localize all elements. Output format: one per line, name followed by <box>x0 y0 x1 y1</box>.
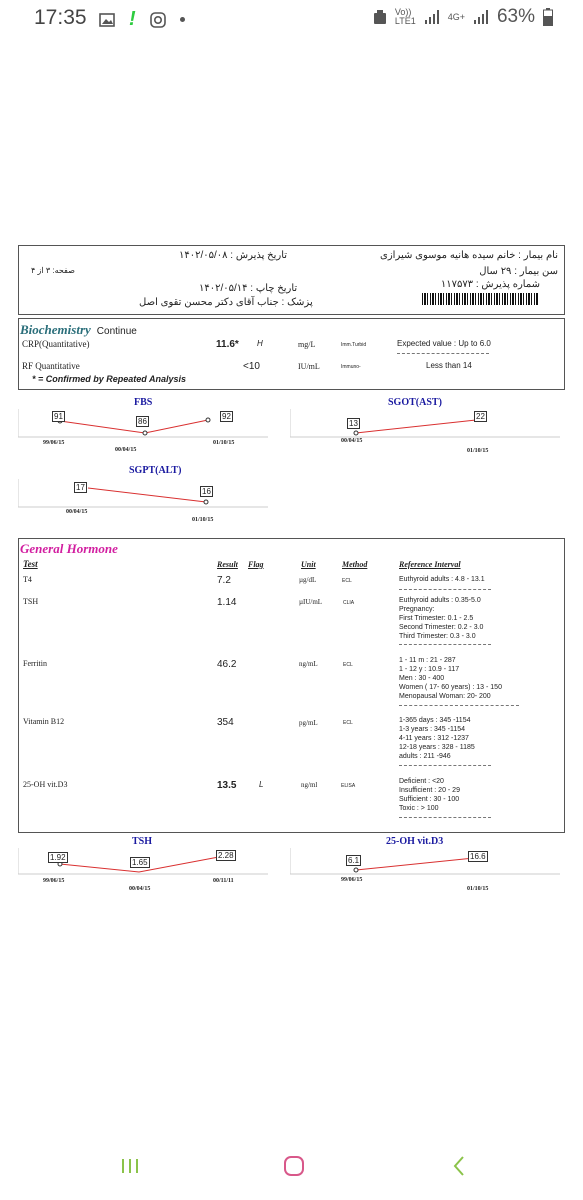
vitd-method: ELISA <box>341 783 356 789</box>
t4-test: T4 <box>23 575 32 584</box>
t4-method: ECL <box>342 578 352 584</box>
vitd-unit: ng/ml <box>301 781 318 789</box>
crp-test: CRP(Quantitative) <box>22 339 90 349</box>
vitd-chart-svg <box>290 836 560 898</box>
fbs-date: 00/04/15 <box>115 447 137 453</box>
vitd-ref-line: Toxic : > 100 <box>399 805 439 812</box>
sgpt-chart-svg <box>18 465 268 527</box>
tsh-date: 00/04/15 <box>129 886 151 892</box>
recent-apps-icon <box>119 1155 141 1177</box>
rf-test: RF Quantitative <box>22 361 80 371</box>
alert-icon: ! <box>129 8 136 30</box>
ferritin-result: 46.2 <box>217 659 237 670</box>
vitd-chart-title: 25-OH vit.D3 <box>386 836 444 847</box>
crp-ref-divider <box>397 353 489 354</box>
page-info: صفحه: ۳ از ۴ <box>31 266 75 275</box>
header-result: Result <box>217 560 238 569</box>
tsh-ref-divider <box>399 644 491 645</box>
lte-label: LTE1 <box>394 16 416 26</box>
recent-apps-button[interactable] <box>119 1155 141 1177</box>
tsh-ref-line: Pregnancy: <box>399 606 435 613</box>
t4-ref-divider <box>399 589 491 590</box>
b12-ref-line: 1-3 years : 345 -1154 <box>399 726 466 733</box>
print-date: تاریخ چاپ : ۱۴۰۲/۰۵/۱۴ <box>199 283 298 294</box>
vitd-ref-line: Insufficient : 20 - 29 <box>399 787 460 794</box>
fbs-point <box>143 431 147 435</box>
sgot-chart-svg <box>290 397 560 457</box>
home-icon <box>282 1154 306 1178</box>
vitd-value-label: 16.6 <box>470 852 486 861</box>
fbs-trend-line <box>60 420 208 433</box>
fbs-chart-svg <box>18 397 268 457</box>
vitd-trend-line <box>356 858 474 870</box>
report-header <box>18 245 565 315</box>
sgot-value-label: 22 <box>476 412 485 421</box>
biochemistry-subtitle: Continue <box>96 326 137 337</box>
vitd-result: 13.5 <box>217 780 237 791</box>
sgot-trend-line <box>356 420 476 433</box>
battery-percent: 63% <box>496 6 535 27</box>
ferritin-method: ECL <box>343 662 353 668</box>
ferritin-ref-line: Men : 30 - 400 <box>399 675 445 682</box>
tsh-value-label: 2.28 <box>218 851 234 860</box>
vitd-value-label: 6.1 <box>348 856 360 865</box>
back-icon <box>448 1154 470 1178</box>
dot-icon <box>180 17 185 22</box>
vitd-chart <box>290 836 560 898</box>
vitd-ref-line: Sufficient : 30 - 100 <box>399 796 460 803</box>
b12-ref-line: adults : 211 -946 <box>399 753 451 760</box>
rf-result: <10 <box>243 361 260 372</box>
sgpt-chart <box>18 465 268 527</box>
tsh-ref-line: Euthyroid adults : 0.35-5.0 <box>399 597 481 604</box>
fbs-chart <box>18 397 268 457</box>
vitd-date: 99/06/15 <box>341 877 363 883</box>
tsh-date: 99/06/15 <box>43 878 65 884</box>
header-reference: Reference Interval <box>399 560 461 569</box>
b12-ref-line: 1-365 days : 345 -1154 <box>399 717 471 724</box>
t4-ref: Euthyroid adults : 4.8 - 13.1 <box>399 576 485 583</box>
sgot-date: 00/04/15 <box>341 438 363 444</box>
vitd-flag: L <box>259 780 264 789</box>
b12-ref-line: 12-18 years : 328 - 1185 <box>399 744 475 751</box>
vitd-date: 01/10/15 <box>467 886 489 892</box>
vitd-ref-line: Deficient : <20 <box>399 778 444 785</box>
rf-ref: Less than 14 <box>426 361 472 370</box>
tsh-value-label: 1.92 <box>50 853 66 862</box>
header-unit: Unit <box>301 560 316 569</box>
vitd-test: 25-OH vit.D3 <box>23 780 68 789</box>
sgot-value-label: 13 <box>349 419 358 428</box>
b12-test: Vitamin B12 <box>23 717 65 726</box>
sgpt-date: 01/10/15 <box>192 517 214 523</box>
admission-date: تاریخ پذیرش : ۱۴۰۲/۰۵/۰۸ <box>179 250 288 261</box>
rf-unit: IU/mL <box>298 362 320 371</box>
fbs-date: 99/06/15 <box>43 440 65 446</box>
sgot-chart-title: SGOT(AST) <box>388 397 442 408</box>
b12-ref-divider <box>399 765 491 766</box>
b12-ref-line: 4-11 years : 312 -1237 <box>399 735 469 742</box>
crp-result: 11.6* <box>216 339 239 350</box>
tsh-ref-line: Third Trimester: 0.3 - 3.0 <box>399 633 476 640</box>
tsh-value-label: 1.65 <box>132 858 148 867</box>
fbs-point <box>206 418 210 422</box>
header-flag: Flag <box>248 560 264 569</box>
back-button[interactable] <box>448 1154 470 1178</box>
fbs-value-label: 92 <box>222 412 231 421</box>
tsh-date: 00/11/11 <box>213 878 234 884</box>
biochemistry-title: Biochemistry <box>20 322 91 337</box>
crp-flag: H <box>257 339 263 348</box>
tsh-result: 1.14 <box>217 597 237 608</box>
hormone-section <box>18 538 565 833</box>
tsh-method: CLIA <box>343 600 355 606</box>
rf-method: Immuno- <box>341 364 361 370</box>
sgpt-value-label: 16 <box>202 487 211 496</box>
fbs-date: 01/10/15 <box>213 440 235 446</box>
b12-method: ECL <box>343 720 353 726</box>
ferritin-test: Ferritin <box>23 659 47 668</box>
ferritin-ref-line: Women ( 17- 60 years) : 13 - 150 <box>399 684 502 691</box>
admission-number: شماره پذیرش : ۱۱۷۵۷۳ <box>440 279 540 290</box>
sgpt-date: 00/04/15 <box>66 509 88 515</box>
b12-unit: pg/mL <box>299 719 318 727</box>
fbs-chart-title: FBS <box>134 397 153 408</box>
patient-age: سن بیمار : ۲۹ سال <box>479 266 558 277</box>
network-4g-label: 4G+ <box>447 12 465 22</box>
signal-icon <box>424 9 440 25</box>
sgpt-chart-title: SGPT(ALT) <box>129 465 182 476</box>
battery-icon <box>543 8 553 26</box>
header-test: Test <box>23 559 38 569</box>
t4-result: 7.2 <box>217 575 231 586</box>
fbs-value-label: 86 <box>138 417 147 426</box>
crp-ref: Expected value : Up to 6.0 <box>397 339 491 348</box>
barcode <box>422 293 538 305</box>
volte-label: Vo)) <box>394 7 412 17</box>
tsh-ref-line: Second Trimester: 0.2 - 3.0 <box>399 624 484 631</box>
instagram-icon <box>150 12 166 28</box>
crp-unit: mg/L <box>298 340 316 349</box>
fbs-value-label: 91 <box>54 412 63 421</box>
ferritin-ref-line: 1 - 12 y : 10.9 - 117 <box>399 666 460 673</box>
confirmed-footnote: * = Confirmed by Repeated Analysis <box>32 374 186 384</box>
tsh-unit: µIU/mL <box>299 598 323 606</box>
home-button[interactable] <box>282 1154 306 1178</box>
biochemistry-section <box>18 318 565 390</box>
ferritin-ref-line: Menopausal Woman: 20- 200 <box>399 693 491 700</box>
tsh-ref-line: First Trimester: 0.1 - 2.5 <box>399 615 474 622</box>
sgpt-value-label: 17 <box>76 483 85 492</box>
notification-icons <box>99 8 185 31</box>
tsh-chart-title: TSH <box>132 836 153 847</box>
ferritin-unit: ng/mL <box>299 660 318 668</box>
sgot-date: 01/10/15 <box>467 448 489 454</box>
sgpt-point <box>204 500 208 504</box>
vitd-ref-divider <box>399 817 491 818</box>
tsh-chart <box>18 836 268 898</box>
sgot-chart <box>290 397 560 457</box>
vitd-point <box>354 868 358 872</box>
gallery-icon <box>99 13 115 27</box>
sgot-point <box>354 431 358 435</box>
status-time: 17:35 <box>34 6 87 29</box>
ferritin-ref-line: 1 - 11 m : 21 - 287 <box>399 657 456 664</box>
sgpt-trend-line <box>88 488 206 502</box>
ferritin-ref-divider <box>399 705 519 706</box>
t4-unit: µg/dL <box>299 576 317 584</box>
signal-icon-2 <box>473 9 489 25</box>
tsh-test: TSH <box>23 597 39 606</box>
recycle-icon <box>373 9 387 25</box>
status-right <box>373 6 553 28</box>
hormone-title: General Hormone <box>20 541 118 556</box>
b12-result: 354 <box>217 717 234 728</box>
doctor-name: پزشک : جناب آقای دکتر محسن تقوی اصل <box>139 297 313 308</box>
patient-name: نام بیمار : خانم سیده هانیه موسوی شیرازی <box>380 250 558 261</box>
crp-method: Imm.Turbid <box>341 342 367 348</box>
header-method: Method <box>342 560 368 569</box>
